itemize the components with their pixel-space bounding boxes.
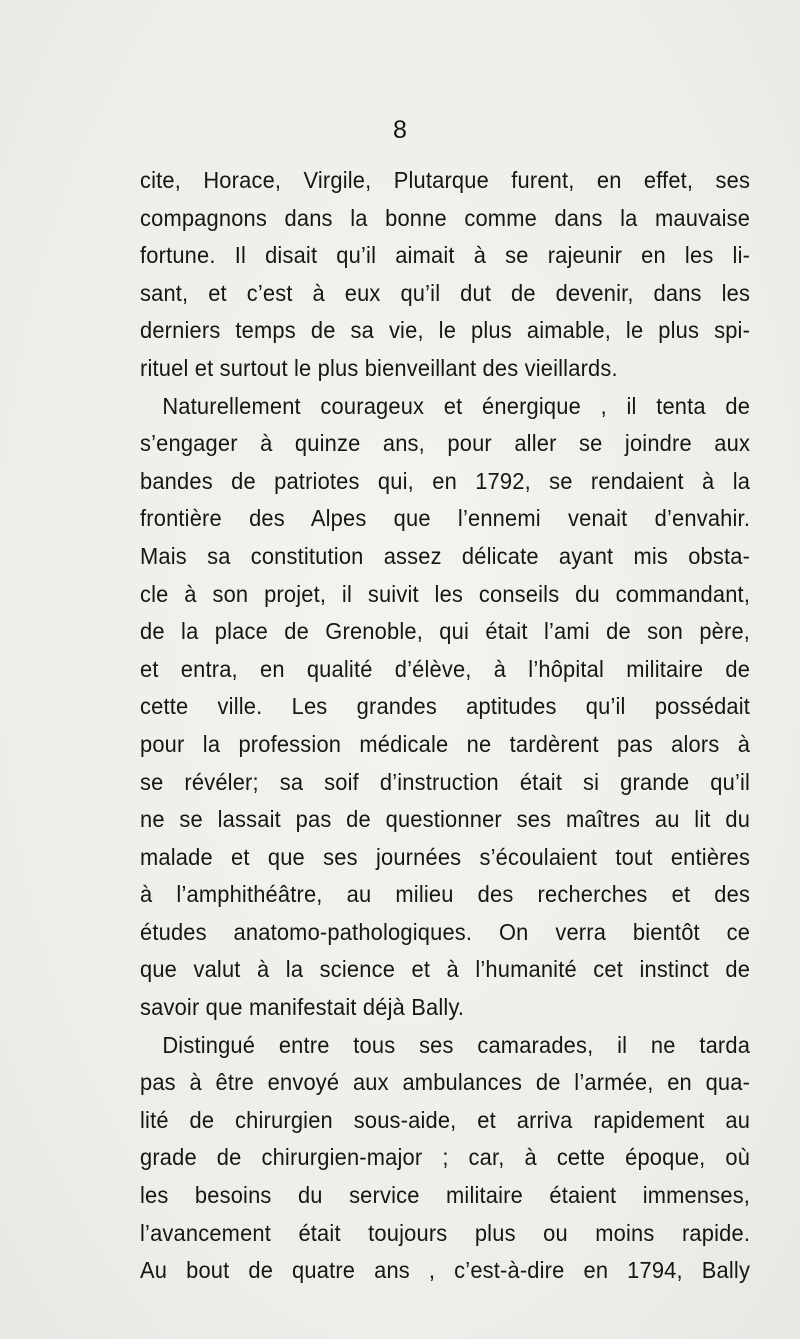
paragraph-start-line: Naturellement courageux et énergique , il tenta de bbox=[162, 392, 751, 419]
text-line: à l’amphithéâtre, au milieu des recherches et des bbox=[140, 881, 751, 908]
text-line: cite, Horace, Virgile, Plutarque furent, en effet, ses bbox=[140, 167, 751, 193]
text-line: ne se lassait pas de questionner ses maîtres au lit du bbox=[140, 806, 751, 833]
text-line: Au bout de quatre ans , c’est-à-dire en 1794, Bally bbox=[140, 1257, 751, 1284]
page-number: 8 bbox=[393, 116, 407, 144]
text-line: l’avancement était toujours plus ou moins rapide. bbox=[140, 1219, 751, 1246]
text-line: s’engager à quinze ans, pour aller se joindre aux bbox=[140, 430, 751, 457]
text-line: fortune. Il disait qu’il aimait à se rajeunir en les li- bbox=[140, 242, 751, 269]
text-line: malade et que ses journées s’écoulaient tout entières bbox=[140, 843, 751, 870]
text-line: pas à être envoyé aux ambulances de l’armée, en qua- bbox=[140, 1069, 751, 1096]
text-line: les besoins du service militaire étaient immenses, bbox=[140, 1182, 751, 1209]
text-line: savoir que manifestait déjà Bally. bbox=[140, 994, 465, 1021]
text-line: compagnons dans la bonne comme dans la mauvaise bbox=[140, 204, 751, 231]
text-line: lité de chirurgien sous-aide, et arriva rapidement au bbox=[140, 1106, 751, 1133]
text-line: et entra, en qualité d’élève, à l’hôpital militaire de bbox=[140, 655, 751, 682]
text-line: études anatomo-pathologiques. On verra bientôt ce bbox=[140, 918, 751, 945]
text-line: de la place de Grenoble, qui était l’ami de son père, bbox=[140, 618, 751, 645]
text-line: que valut à la science et à l’humanité cet instinct de bbox=[140, 956, 751, 983]
text-line: derniers temps de sa vie, le plus aimable, le plus spi- bbox=[140, 317, 751, 344]
text-line: grade de chirurgien-major ; car, à cette époque, où bbox=[140, 1144, 751, 1171]
text-line: sant, et c’est à eux qu’il dut de devenir, dans les bbox=[140, 279, 751, 306]
text-line: se révéler; sa soif d’instruction était si grande qu’il bbox=[140, 768, 751, 795]
text-line: bandes de patriotes qui, en 1792, se rendaient à la bbox=[140, 467, 751, 494]
text-line: Mais sa constitution assez délicate ayant mis obsta- bbox=[140, 542, 751, 569]
text-line: frontière des Alpes que l’ennemi venait d’envahir. bbox=[140, 505, 751, 532]
text-line: cle à son projet, il suivit les conseils du commandant, bbox=[140, 580, 751, 607]
text-line: pour la profession médicale ne tardèrent pas alors à bbox=[140, 730, 751, 757]
paragraph-start-line: Distingué entre tous ses camarades, il ne tarda bbox=[162, 1031, 751, 1058]
body-text bbox=[140, 162, 750, 1290]
text-line: cette ville. Les grandes aptitudes qu’il possédait bbox=[140, 693, 751, 720]
text-line: rituel et surtout le plus bienveillant des vieillards. bbox=[140, 354, 618, 381]
